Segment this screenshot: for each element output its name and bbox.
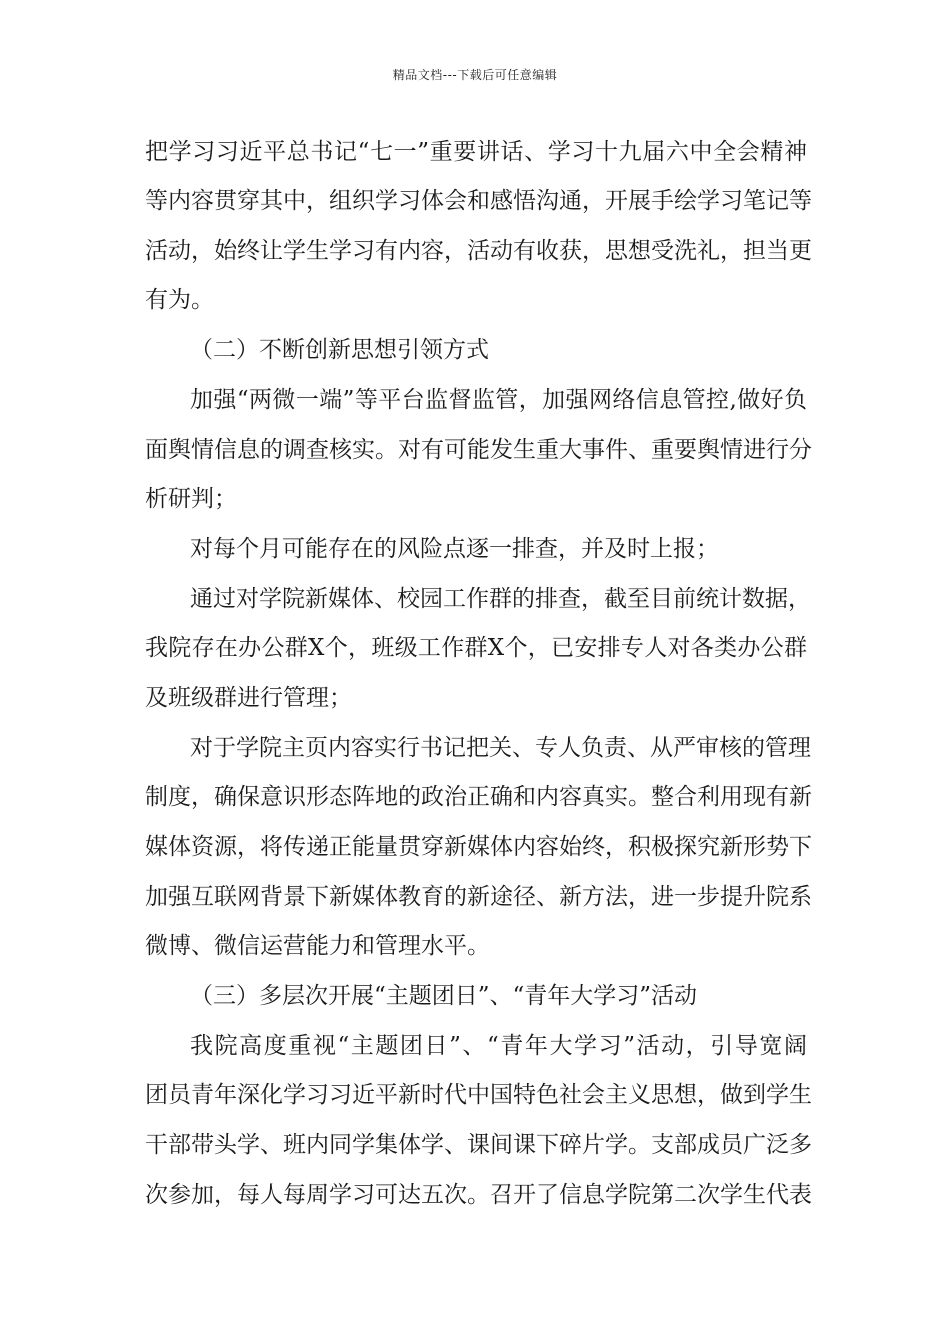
body-line: 对于学院主页内容实行书记把关、专人负责、从严审核的管理: [190, 735, 811, 761]
body-line: 及班级群进行管理；: [145, 685, 352, 711]
body-line: 团员青年深化学习习近平新时代中国特色社会主义思想，做到学生: [145, 1082, 812, 1108]
body-line: 次参加，每人每周学习可达五次。召开了信息学院第二次学生代表: [145, 1182, 812, 1208]
body-line: 把学习习近平总书记“七一”重要讲话、学习十九届六中全会精神: [145, 139, 807, 165]
body-line: 加强“两微一端”等平台监督监管，加强网络信息管控,做好负: [190, 387, 807, 413]
body-line: 微博、微信运营能力和管理水平。: [145, 933, 490, 959]
body-line: 析研判；: [145, 486, 237, 512]
body-line: 活动，始终让学生学习有内容，活动有收获，思想受洗礼，担当更: [145, 238, 812, 264]
body-line: 媒体资源，将传递正能量贯穿新媒体内容始终，积极探究新形势下: [145, 834, 812, 860]
body-line: 加强互联网背景下新媒体教育的新途径、新方法，进一步提升院系: [145, 884, 812, 910]
body-line: 有为。: [145, 287, 214, 313]
page-header: 精品文档---下载后可任意编辑: [392, 68, 558, 82]
body-line: 面舆情信息的调查核实。对有可能发生重大事件、重要舆情进行分: [145, 437, 812, 463]
section-heading: （三）多层次开展“主题团日”、“青年大学习”活动: [190, 983, 698, 1009]
body-line: 我院存在办公群X个，班级工作群X个，已安排专人对各类办公群: [145, 635, 807, 661]
body-line: 等内容贯穿其中，组织学习体会和感悟沟通，开展手绘学习笔记等: [145, 188, 812, 214]
body-line: 通过对学院新媒体、校园工作群的排查，截至目前统计数据，: [190, 586, 811, 612]
body-line: 制度，确保意识形态阵地的政治正确和内容真实。整合利用现有新: [145, 784, 812, 810]
body-line: 对每个月可能存在的风险点逐一排查，并及时上报；: [190, 536, 719, 562]
body-line: 干部带头学、班内同学集体学、课间课下碎片学。支部成员广泛多: [145, 1132, 812, 1158]
body-line: 我院高度重视“主题团日”、“青年大学习”活动，引导宽阔: [190, 1033, 807, 1059]
section-heading: （二）不断创新思想引领方式: [190, 337, 489, 363]
